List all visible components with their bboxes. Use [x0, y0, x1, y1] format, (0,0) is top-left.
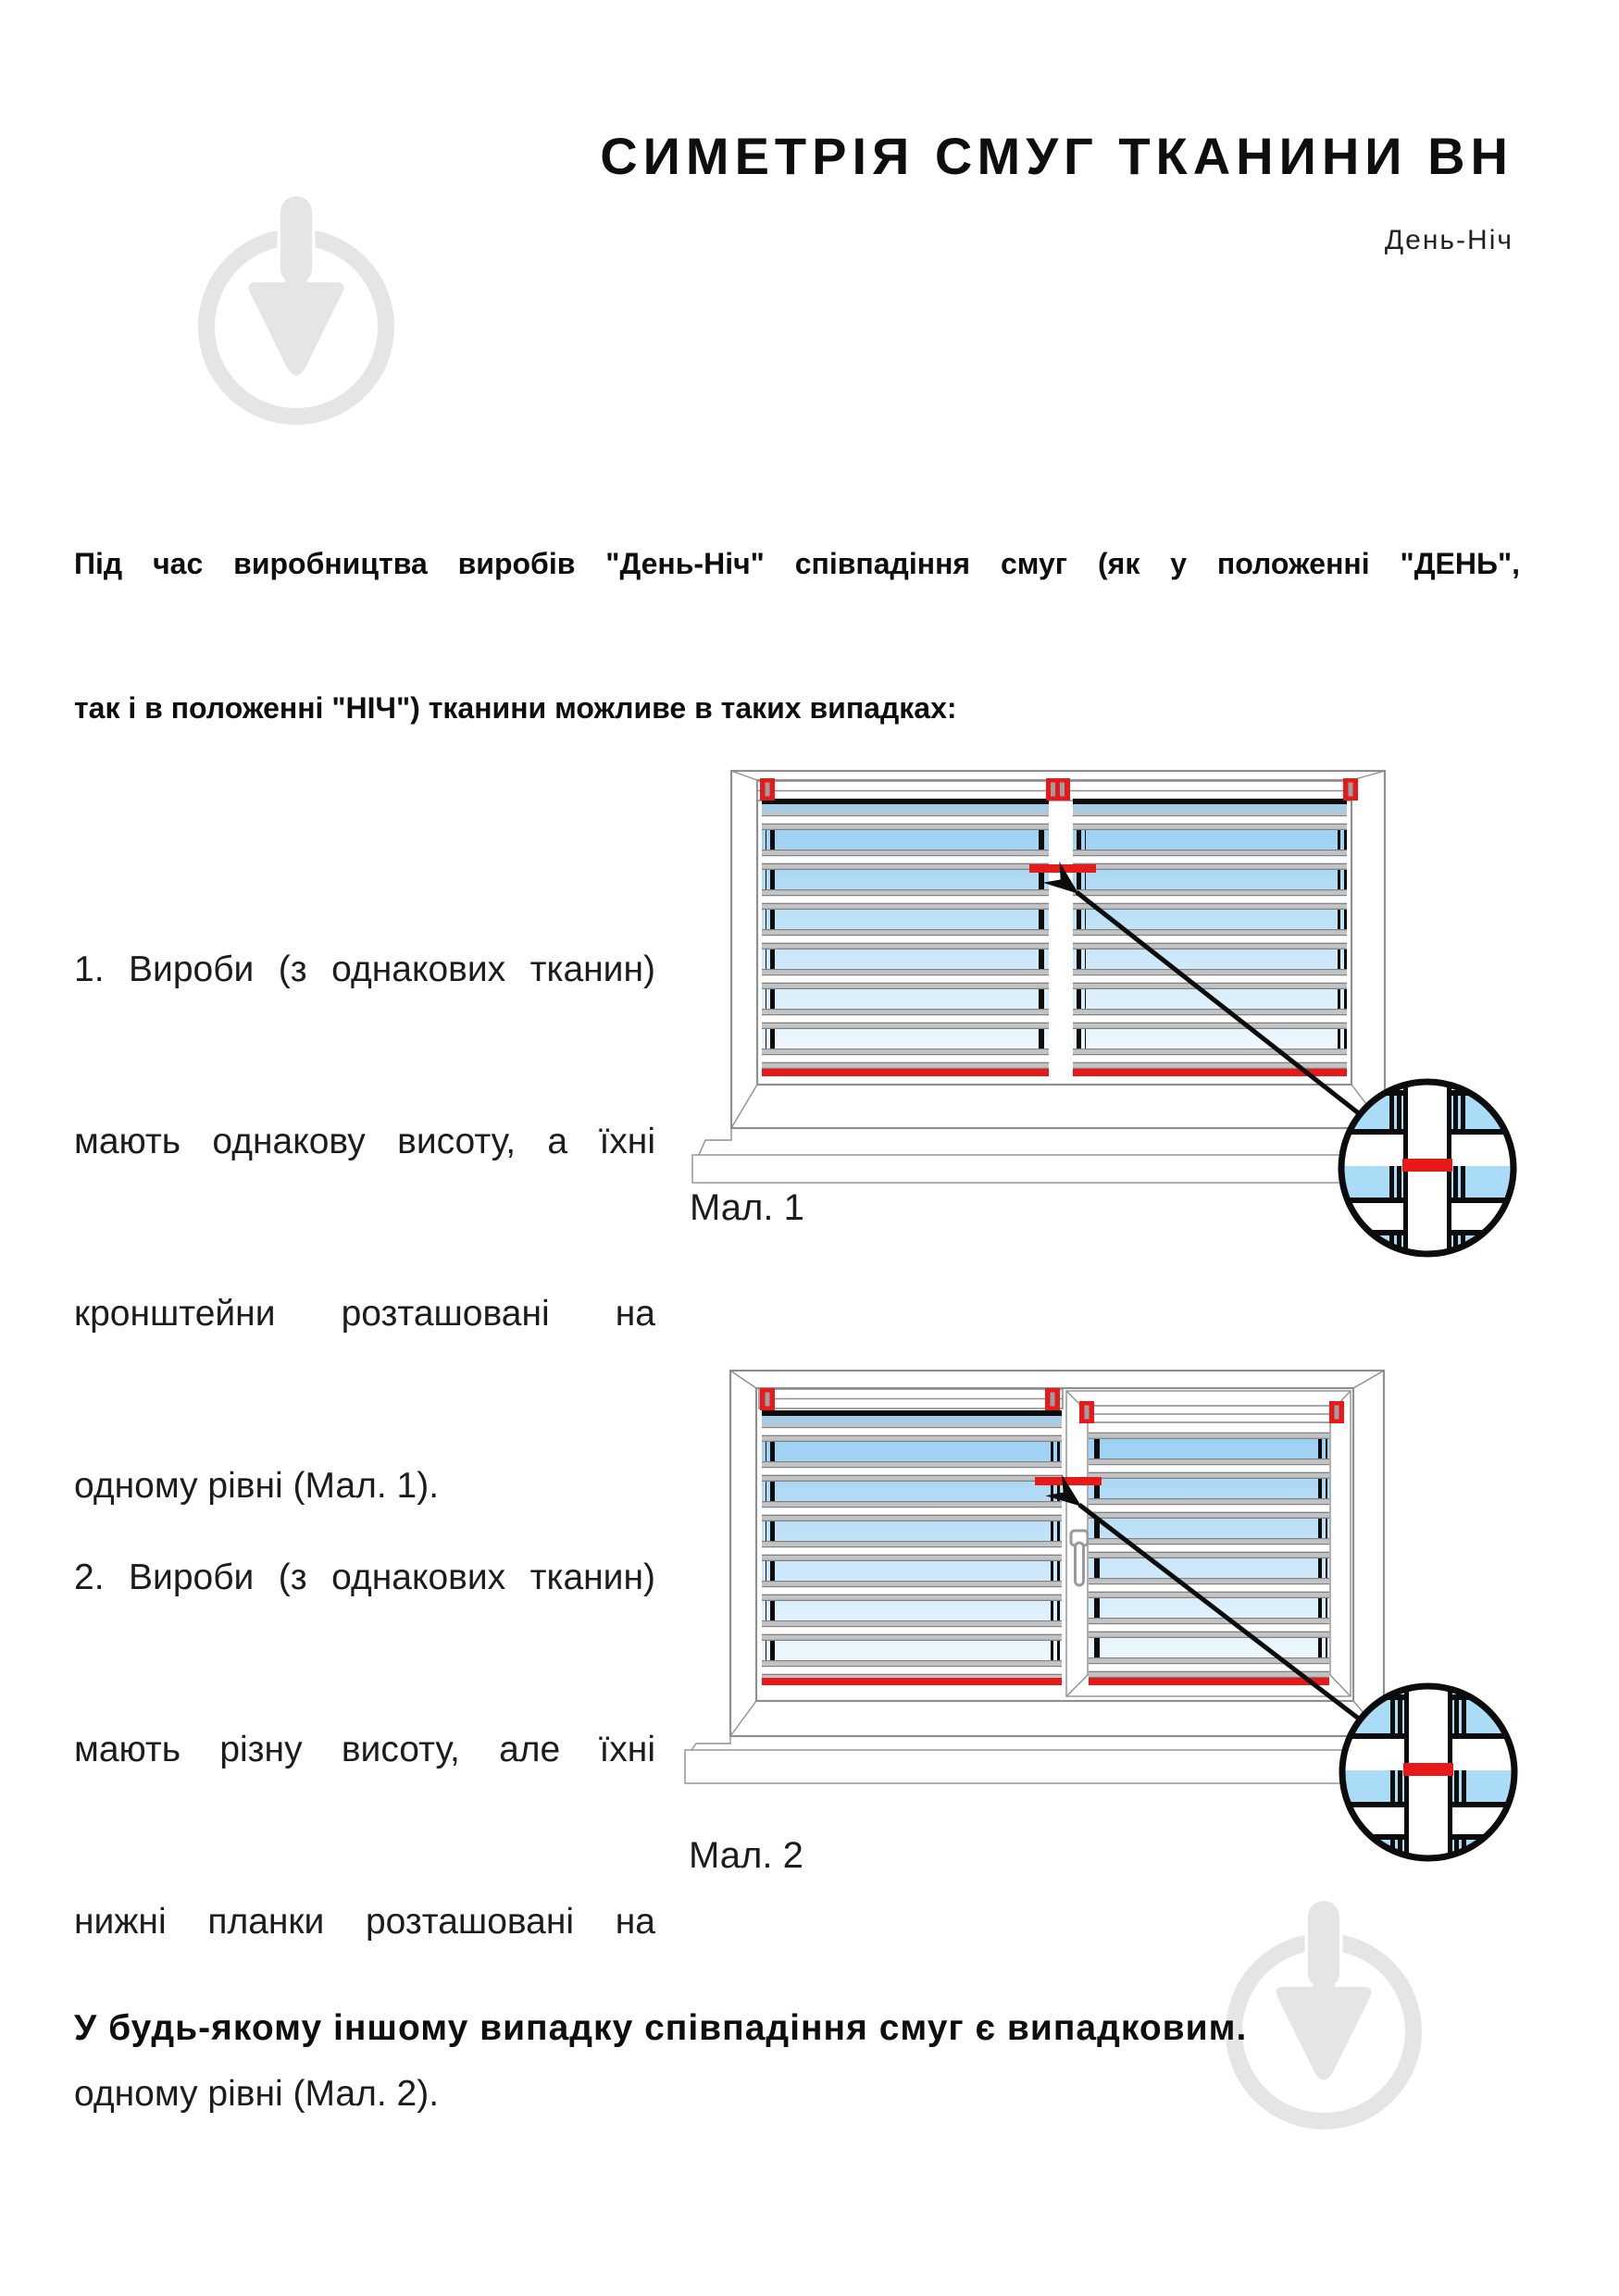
- figure-1-window: [692, 771, 1513, 1254]
- blind-panel-right: [1079, 1401, 1344, 1685]
- bottom-bar: [762, 1678, 1062, 1685]
- figure-2-window: [685, 1371, 1514, 1858]
- intro-line: так і в положенні "НІЧ") тканини можливе в таких випадках:: [74, 691, 957, 725]
- text-line: одному рівні (Мал. 2).: [74, 2074, 440, 2114]
- text-line: мають різну висоту, але їхні: [74, 1730, 655, 1769]
- window-sill: [692, 1128, 1433, 1183]
- watermark-logo-top: [206, 196, 386, 416]
- text-line: мають однакову висоту, а їхні: [74, 1122, 655, 1161]
- bracket-icon: [760, 1388, 775, 1410]
- window-sill: [685, 1736, 1440, 1783]
- figure-2-caption: Мал. 2: [689, 1835, 803, 1876]
- blind-panel-left: [759, 1388, 1063, 1685]
- bottom-bar: [762, 1069, 1049, 1076]
- bracket-icon: [1329, 1401, 1344, 1423]
- bracket-icon: [1045, 1388, 1060, 1410]
- bottom-bar: [1089, 1678, 1329, 1685]
- case-2-text: [74, 1434, 655, 2238]
- intro-line: Під час виробництва виробів "День-Ніч" співпадіння смуг (як у положенні "ДЕНЬ",: [74, 547, 1520, 580]
- blind-panel-left: [762, 799, 1049, 1076]
- magnifier-detail-circle: [1342, 1686, 1514, 1858]
- blind-panel-right: [1073, 799, 1347, 1076]
- text-line: 2. Вироби (з однакових тканин): [74, 1558, 655, 1597]
- footer-note: У будь-якому іншому випадку співпадіння смуг є випадковим.: [74, 2008, 1248, 2048]
- intro-paragraph: [74, 443, 1520, 828]
- page-subtitle: День-Ніч: [1384, 225, 1513, 255]
- page-title: СИМЕТРІЯ СМУГ ТКАНИНИ ВН: [600, 127, 1513, 185]
- magnifier-detail-circle: [1341, 1082, 1513, 1254]
- watermark-logo-bottom: [1234, 1901, 1414, 2121]
- figure-1-caption: Мал. 1: [690, 1187, 804, 1228]
- text-line: одному рівні (Мал. 1).: [74, 1466, 440, 1506]
- text-line: кронштейни розташовані на: [74, 1294, 655, 1334]
- alignment-marker: [1029, 864, 1096, 873]
- text-line: 1. Вироби (з однакових тканин): [74, 949, 655, 989]
- alignment-marker: [1035, 1477, 1102, 1485]
- text-line: нижні планки розташовані на: [74, 1902, 655, 1942]
- bracket-icon: [1079, 1401, 1094, 1423]
